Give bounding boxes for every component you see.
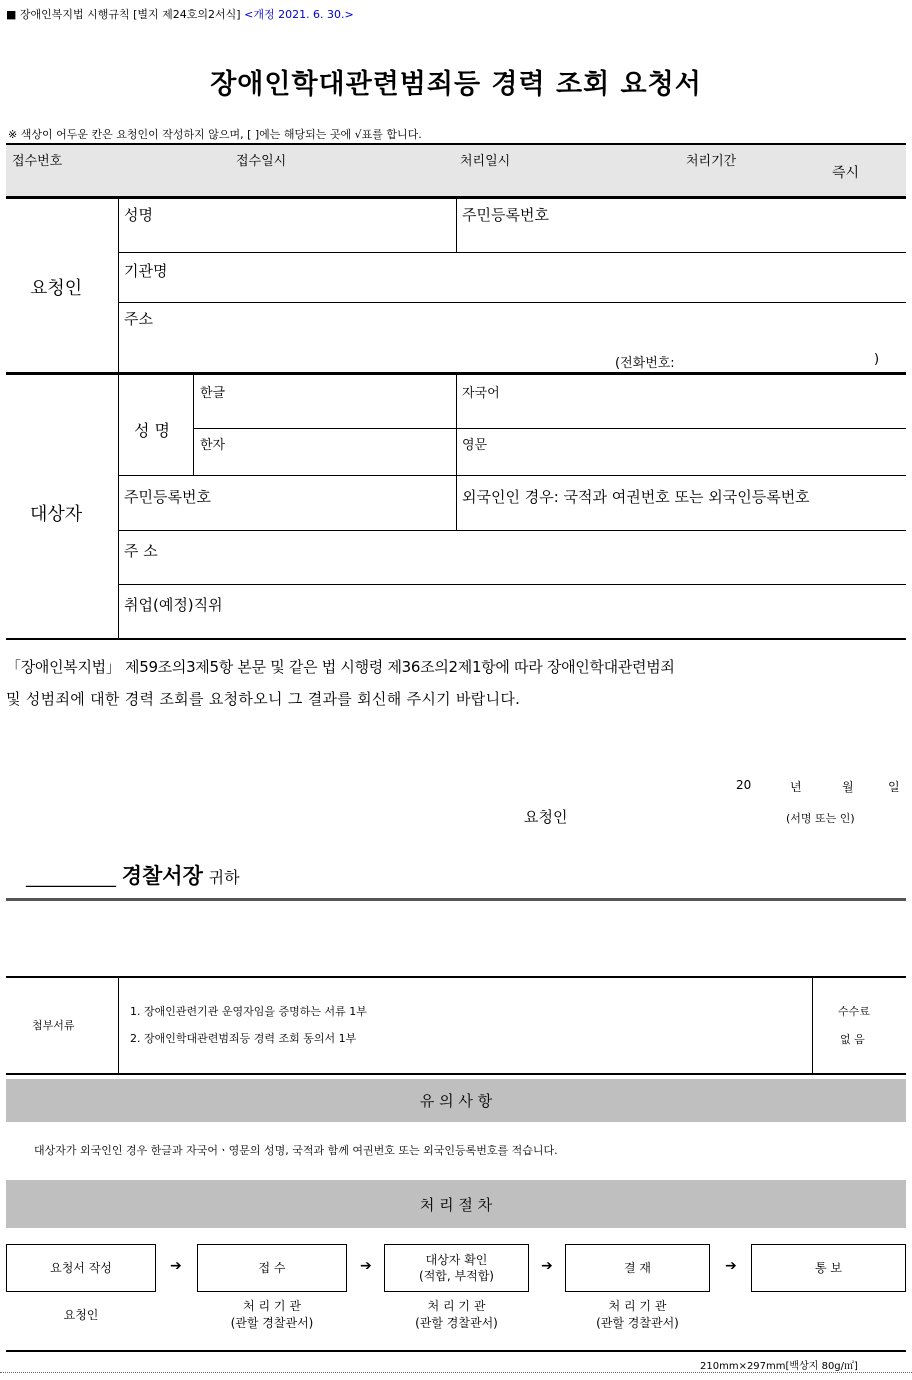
procedure-step-3-box: [384, 1244, 529, 1292]
requester-phone-close: ): [874, 352, 880, 367]
paper-spec: 210mm×297mm[백상지 80g/㎡]: [700, 1361, 858, 1372]
requester-phone-label: (전화번호:: [615, 356, 675, 371]
notes-text: 대상자가 외국인인 경우 한글과 자국어ㆍ영문의 성명, 국적과 함께 여권번호 또는 외국인등록번호를 적습니다.: [34, 1144, 558, 1157]
processed-date-label: 처리일시: [460, 154, 511, 169]
divider: [118, 375, 119, 638]
target-address-label: 주 소: [124, 542, 158, 560]
divider: [118, 978, 119, 1074]
procedure-step-3-actor-line2: (관할 경찰관서): [415, 1316, 498, 1330]
date-month-label: 월: [842, 780, 854, 794]
attachment-item-1: 1. 장애인관련기관 운영자임을 증명하는 서류 1부: [130, 1005, 367, 1018]
divider: [456, 199, 457, 252]
target-position-label: 취업(예정)직위: [124, 596, 223, 614]
date-year-label: 년: [790, 780, 802, 794]
divider: [193, 428, 906, 429]
signature-label: 요청인: [524, 808, 568, 826]
divider: [6, 143, 906, 145]
divider: [6, 976, 906, 978]
divider: [193, 375, 194, 475]
divider: [6, 1350, 906, 1352]
requester-rrn-label: 주민등록번호: [462, 206, 549, 224]
procedure-step-2-actor: [197, 1298, 347, 1332]
divider: [6, 1073, 906, 1075]
receipt-row-background: [6, 143, 906, 197]
processing-period-value: 즉시: [832, 165, 860, 181]
page-edge: [0, 1372, 912, 1373]
fee-value: 없 음: [840, 1033, 865, 1046]
procedure-step-4-actor: [565, 1298, 710, 1332]
statement-line-1: 「장애인복지법」 제59조의3제5항 본문 및 같은 법 시행령 제36조의2제1항에 따라 장애인학대관련범죄: [6, 658, 675, 676]
instruction-note: ※ 색상이 어두운 칸은 요청인이 작성하지 않으며, [ ]에는 해당되는 곳에 √표를 합니다.: [8, 128, 422, 141]
target-section-label: 대상자: [30, 504, 83, 525]
processing-period-label: 처리기간: [686, 154, 737, 169]
divider: [812, 978, 813, 1074]
target-hanja-label: 한자: [200, 438, 226, 453]
procedure-heading: 처 리 절 차: [419, 1196, 493, 1214]
form-reference-text: ■ 장애인복지법 시행규칙 [별지 제24호의2서식]: [6, 8, 241, 21]
procedure-step-2-box: [197, 1244, 347, 1292]
revision-note: <개정 2021. 6. 30.>: [244, 8, 354, 21]
target-english-label: 영문: [462, 438, 488, 453]
addressee: [26, 860, 240, 890]
notes-heading: 유 의 사 항: [419, 1092, 493, 1110]
signature-hint: (서명 또는 인): [786, 812, 855, 825]
procedure-step-4-box: [565, 1244, 710, 1292]
addressee-honorific: 귀하: [208, 868, 240, 887]
document-title: 장애인학대관련범죄등 경력 조회 요청서: [210, 69, 702, 100]
arrow-icon: ➔: [541, 1258, 553, 1274]
date-year-prefix: 20: [736, 778, 752, 792]
target-foreigner-label: 외국인인 경우: 국적과 여권번호 또는 외국인등록번호: [462, 488, 810, 506]
requester-name-label: 성명: [124, 206, 153, 224]
divider: [6, 898, 906, 901]
divider: [6, 638, 906, 640]
procedure-step-4-label: 결 재: [624, 1261, 651, 1275]
receipt-number-label: 접수번호: [12, 154, 63, 169]
procedure-step-3-label: 대상자 확인: [425, 1253, 488, 1267]
divider: [118, 475, 906, 476]
procedure-step-3-sublabel: (적합, 부적합): [419, 1269, 494, 1283]
arrow-icon: ➔: [170, 1258, 182, 1274]
divider: [118, 199, 119, 372]
procedure-step-1-actor: 요청인: [63, 1308, 99, 1322]
procedure-step-3-actor: [384, 1298, 529, 1332]
requester-address-label: 주소: [124, 310, 153, 328]
target-hangul-label: 한글: [200, 386, 226, 401]
attachment-item-2: 2. 장애인학대관련범죄등 경력 조회 동의서 1부: [130, 1032, 357, 1045]
divider: [118, 584, 906, 585]
arrow-icon: ➔: [360, 1258, 372, 1274]
date-day-label: 일: [888, 780, 900, 794]
target-rrn-label: 주민등록번호: [124, 488, 211, 506]
receipt-date-label: 접수일시: [236, 154, 287, 169]
procedure-step-5-label: 통 보: [815, 1261, 842, 1275]
procedure-step-4-actor-line1: 처 리 기 관: [608, 1299, 667, 1313]
arrow-icon: ➔: [725, 1258, 737, 1274]
procedure-step-2-label: 접 수: [258, 1261, 286, 1275]
divider: [118, 252, 906, 253]
divider: [118, 302, 906, 303]
target-name-label: 성 명: [134, 421, 170, 440]
addressee-blank: __________: [26, 867, 116, 888]
requester-org-label: 기관명: [124, 262, 168, 280]
fee-label: 수수료: [838, 1005, 870, 1018]
requester-section-label: 요청인: [30, 278, 83, 299]
divider: [118, 530, 906, 531]
procedure-step-1-box: [6, 1244, 156, 1292]
addressee-title: 경찰서장: [121, 864, 203, 888]
procedure-step-3-actor-line1: 처 리 기 관: [427, 1299, 486, 1313]
target-native-label: 자국어: [462, 386, 500, 401]
form-reference: [6, 6, 354, 22]
procedure-step-1-label: 요청서 작성: [50, 1261, 112, 1275]
procedure-step-4-actor-line2: (관할 경찰관서): [596, 1316, 679, 1330]
procedure-step-2-actor-line2: (관할 경찰관서): [230, 1316, 314, 1330]
procedure-step-5-box: [751, 1244, 906, 1292]
statement-line-2: 및 성범죄에 대한 경력 조회를 요청하오니 그 결과를 회신해 주시기 바랍니다.: [6, 690, 521, 708]
divider: [456, 375, 457, 530]
attachments-label: 첨부서류: [32, 1019, 75, 1032]
procedure-step-2-actor-line1: 처 리 기 관: [243, 1299, 301, 1313]
